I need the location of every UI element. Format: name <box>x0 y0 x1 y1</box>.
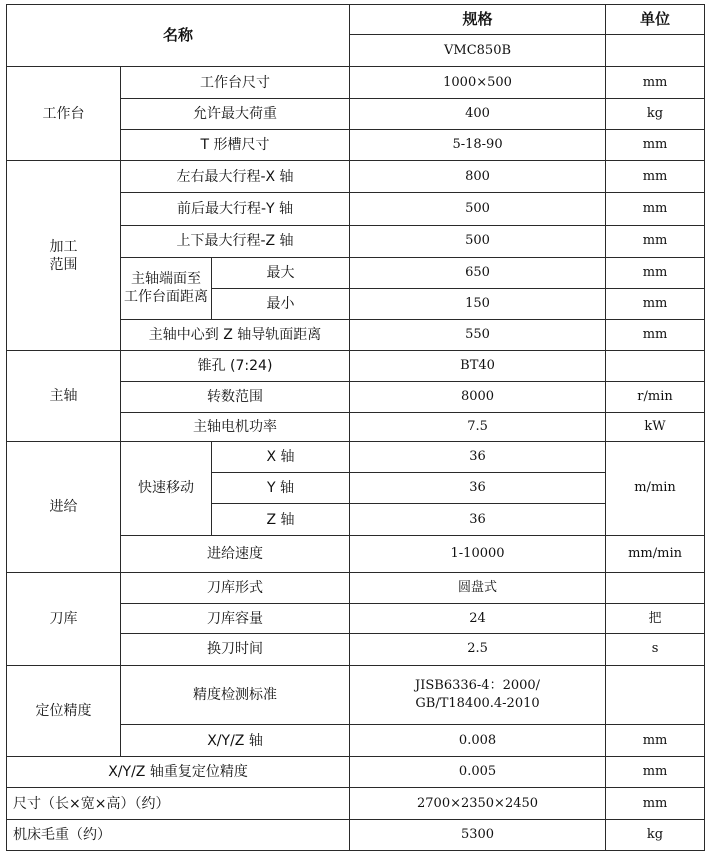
item-label: 主轴电机功率 <box>121 412 350 441</box>
item-unit <box>606 351 705 381</box>
item-label: 机床毛重（约） <box>7 819 350 850</box>
item-label: T 形槽尺寸 <box>121 129 350 160</box>
header-spec: 规格 <box>350 5 606 35</box>
item-label-spindle-nose: 主轴端面至 工作台面距离 <box>121 257 212 319</box>
item-unit: 把 <box>606 604 705 634</box>
table-row <box>7 757 705 788</box>
item-unit: s <box>606 634 705 665</box>
group-machining: 加工 范围 <box>7 161 121 351</box>
item-label: 尺寸（长×宽×高）（约） <box>7 788 350 819</box>
item-value: 2700×2350×2450 <box>350 788 606 819</box>
item-unit <box>606 572 705 603</box>
item-unit: mm/min <box>606 535 705 572</box>
group-spindle: 主轴 <box>7 351 121 442</box>
item-value: 36 <box>350 504 606 535</box>
item-label: X/Y/Z 轴 <box>121 724 350 756</box>
item-value: 500 <box>350 225 606 257</box>
header-unit: 单位 <box>606 5 705 35</box>
item-value: 8000 <box>350 381 606 412</box>
item-value: 650 <box>350 257 606 288</box>
item-value: JISB6336-4：2000/ GB/T18400.4-2010 <box>350 665 606 724</box>
item-value: 800 <box>350 161 606 193</box>
item-label-rapid: 快速移动 <box>121 442 212 536</box>
item-unit: mm <box>606 67 705 98</box>
item-unit: mm <box>606 724 705 756</box>
item-value: 1000×500 <box>350 67 606 98</box>
sub-label-max: 最大 <box>212 257 350 288</box>
item-label: 转数范围 <box>121 381 350 412</box>
item-label: 刀库形式 <box>121 572 350 603</box>
item-label: 主轴中心到 Z 轴导轨面距离 <box>121 320 350 351</box>
table-row <box>7 351 705 381</box>
item-unit: mm <box>606 257 705 288</box>
group-worktable: 工作台 <box>7 67 121 161</box>
item-unit: mm <box>606 788 705 819</box>
axis-label: X 轴 <box>212 442 350 473</box>
item-unit: r/min <box>606 381 705 412</box>
item-label: 前后最大行程-Y 轴 <box>121 193 350 225</box>
model-unit <box>606 35 705 67</box>
item-unit: mm <box>606 129 705 160</box>
item-value: BT40 <box>350 351 606 381</box>
table-row <box>7 161 705 193</box>
table-row <box>7 67 705 98</box>
item-label: 刀库容量 <box>121 604 350 634</box>
item-unit: mm <box>606 193 705 225</box>
item-label: 左右最大行程-X 轴 <box>121 161 350 193</box>
item-label: 工作台尺寸 <box>121 67 350 98</box>
item-value: 0.008 <box>350 724 606 756</box>
table-row <box>7 442 705 473</box>
item-label: 换刀时间 <box>121 634 350 665</box>
table-row <box>7 819 705 850</box>
group-feed: 进给 <box>7 442 121 573</box>
item-label: 允许最大荷重 <box>121 98 350 129</box>
sub-label-min: 最小 <box>212 288 350 319</box>
table-row <box>7 665 705 724</box>
item-value: 24 <box>350 604 606 634</box>
item-value: 36 <box>350 442 606 473</box>
item-label: X/Y/Z 轴重复定位精度 <box>7 757 350 788</box>
model-value: VMC850B <box>350 35 606 67</box>
axis-label: Z 轴 <box>212 504 350 535</box>
item-value: 5300 <box>350 819 606 850</box>
item-value: 0.005 <box>350 757 606 788</box>
group-accuracy: 定位精度 <box>7 665 121 757</box>
item-value: 圆盘式 <box>350 572 606 603</box>
item-label: 上下最大行程-Z 轴 <box>121 225 350 257</box>
item-value: 550 <box>350 320 606 351</box>
item-value: 500 <box>350 193 606 225</box>
item-unit: kg <box>606 819 705 850</box>
item-unit: mm <box>606 320 705 351</box>
item-value: 400 <box>350 98 606 129</box>
item-unit: mm <box>606 757 705 788</box>
item-unit: kg <box>606 98 705 129</box>
item-value: 2.5 <box>350 634 606 665</box>
item-unit: kW <box>606 412 705 441</box>
item-value: 7.5 <box>350 412 606 441</box>
item-unit: mm <box>606 225 705 257</box>
item-unit <box>606 665 705 724</box>
table-row <box>7 788 705 819</box>
item-unit: mm <box>606 288 705 319</box>
item-label: 进给速度 <box>121 535 350 572</box>
axis-label: Y 轴 <box>212 473 350 504</box>
item-label: 精度检测标准 <box>121 665 350 724</box>
header-name: 名称 <box>7 5 350 67</box>
item-label: 锥孔 (7:24) <box>121 351 350 381</box>
item-unit: mm <box>606 161 705 193</box>
spec-table <box>6 4 705 851</box>
item-unit-rapid: m/min <box>606 442 705 536</box>
group-magazine: 刀库 <box>7 572 121 665</box>
item-value: 36 <box>350 473 606 504</box>
item-value: 1-10000 <box>350 535 606 572</box>
table-row <box>7 572 705 603</box>
item-value: 5-18-90 <box>350 129 606 160</box>
item-value: 150 <box>350 288 606 319</box>
